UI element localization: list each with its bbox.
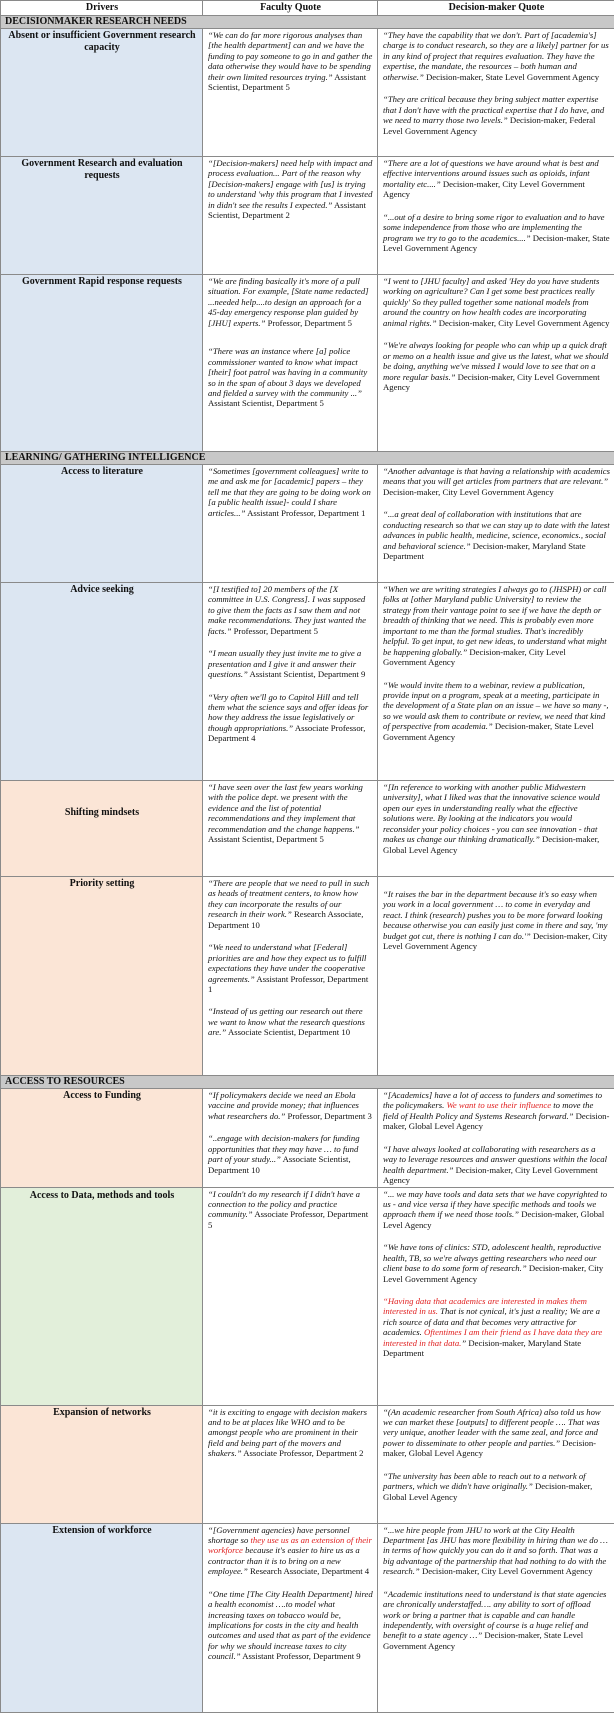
quote-text: “It raises the bar in the department because it's so easy when you work in a local government … to come in everyday and react. I think (research) pushes you to be more forward looking because otherwise you can easily just come in there and say, 'my budget got cut, there is nothing I can do.'” <box>383 889 607 941</box>
quote-text: That is not cynical, it's just a reality; We are a rich source of data and that becomes very attractive for academics. <box>383 1306 600 1337</box>
quote-text-continued: because it's easier to hire us as a contractor than it is to bring on a new employee.” <box>208 1545 360 1576</box>
quote-attribution: Decision-maker, Maryland State Department <box>383 541 586 561</box>
decision-quote-cell <box>378 465 614 583</box>
quote-text: “We need to understand what [Federal] priorities are and how they expect us to fulfill expectations they have under the cooperative agreements.” <box>208 942 366 983</box>
quote <box>383 276 610 328</box>
quote <box>208 346 373 409</box>
quote <box>208 1090 373 1121</box>
quote <box>383 340 610 392</box>
quote-attribution: Decision-maker, State Level Government Agency <box>383 1630 583 1650</box>
quote-attribution: Professor, Department 5 <box>231 626 318 636</box>
quote <box>383 1242 610 1284</box>
table-row <box>1 275 614 452</box>
quote-attribution: Decision-maker, Global Level Agency <box>383 1481 592 1501</box>
quote <box>383 680 610 743</box>
table-row <box>1 157 614 275</box>
driver-cell: Access to literature <box>1 465 203 583</box>
table-row <box>1 781 614 877</box>
section-row <box>1 16 614 29</box>
quote <box>208 782 373 845</box>
header-decision-maker-quote: Decision-maker Quote <box>378 1 614 16</box>
quote-text: “[I testified to] 20 members of the [X committee in U.S. Congress]. I was supposed to give them the facts as I saw them and not make recommendations. They just wanted the facts.” <box>208 584 366 636</box>
quote-attribution: Associate Scientist, Department 10 <box>226 1027 350 1037</box>
driver-cell: Advice seeking <box>1 583 203 781</box>
decision-quote-cell <box>378 1089 614 1188</box>
driver-cell: Extension of workforce <box>1 1523 203 1712</box>
decision-quote-cell <box>378 1523 614 1712</box>
header-row <box>1 1 614 16</box>
faculty-quote-cell <box>203 1523 378 1712</box>
decision-quote-cell <box>378 275 614 452</box>
quote-attribution: Decision-maker, City Level Government Agency <box>420 1566 593 1576</box>
quote <box>208 584 373 636</box>
quote-attribution: Assistant Scientist, Department 5 <box>208 398 324 408</box>
quote-text: “I couldn't do my research if I didn't have a connection to the policy and practice community.” <box>208 1189 360 1220</box>
faculty-quote-cell <box>203 1187 378 1405</box>
quote-attribution: Assistant Scientist, Department 5 <box>208 834 324 844</box>
quote-attribution: Professor, Department 5 <box>265 318 352 328</box>
quote-text: “[Decision-makers] need help with impact and process evaluation... Part of the reason why [Decision-makers] engage with [us] is trying to understand 'why this program that I invested in didn't see the results I expected.” <box>208 158 372 210</box>
quote-text: “[Government agencies) have personnel shortage so <box>208 1525 350 1545</box>
decision-quote-cell <box>378 1405 614 1523</box>
quote-text: “We can do far more rigorous analyses than [the health department] can and we have the funding to pay someone to go in and gather the data otherwise they would have to be spending their own limited resources trying.” <box>208 30 372 82</box>
quote-attribution: Decision-maker, State Level Government Agency <box>383 233 610 253</box>
quote <box>208 158 373 221</box>
driver-cell: Shifting mindsets <box>1 781 203 877</box>
quote-attribution: Assistant Scientist, Department 9 <box>248 669 366 679</box>
quote-attribution: Assistant Professor, Department 1 <box>208 974 368 994</box>
driver-cell: Access to Funding <box>1 1089 203 1188</box>
faculty-quote-cell <box>203 583 378 781</box>
driver-cell: Priority setting <box>1 877 203 1076</box>
quote-text: “There are a lot of questions we have around what is best and effective interventions around issues such as opioids, infant mortality etc....” <box>383 158 599 189</box>
quote <box>208 942 373 994</box>
quote-attribution: Associate Professor, Department 4 <box>208 723 365 743</box>
quote <box>383 889 610 952</box>
highlighted-quote-text: they use us as an extension of their workforce <box>208 1535 372 1555</box>
quote-text-continued: ” <box>461 1338 466 1348</box>
quote-attribution: Decision-maker, City Level Government Agency <box>437 318 610 328</box>
quote-attribution: Associate Scientist, Department 10 <box>208 1154 351 1174</box>
quote-attribution: Professor, Department 3 <box>285 1111 372 1121</box>
quote-attribution: Decision-maker, Global Level Agency <box>383 1438 596 1458</box>
section-row <box>1 452 614 465</box>
quote-text: “We are finding basically it's more of a pull situation. For example, [State name redacted] ...needed help....to design an approach for a 45-day emergency response plan guided by [JHU] experts.” <box>208 276 369 328</box>
driver-cell: Expansion of networks <box>1 1405 203 1523</box>
quote <box>208 1589 373 1662</box>
quote <box>383 1589 610 1652</box>
quote-attribution: Assistant Professor, Department 1 <box>245 508 365 518</box>
quote-text: “... we may have tools and data sets that we have copyrighted to us - and vice versa if they have specific methods and tools we approach them if we need those tools.” <box>383 1189 607 1220</box>
quote-attribution: Decision-maker, Global Level Agency <box>383 1111 609 1131</box>
header-faculty-quote: Faculty Quote <box>203 1 378 16</box>
quote <box>383 1471 610 1502</box>
quote <box>383 1189 610 1231</box>
header-drivers: Drivers <box>1 1 203 16</box>
faculty-quote-cell <box>203 781 378 877</box>
quote <box>383 1525 610 1577</box>
quote <box>383 1407 610 1459</box>
quote-attribution: Decision-maker, City Level Government Agency <box>383 647 566 667</box>
quote-text: “Instead of us getting our research out there we want to know what the research questions are.” <box>208 1006 365 1037</box>
decision-quote-cell <box>378 583 614 781</box>
quote-text: “They are critical because they bring subject matter expertise that I don't have with the practical expertise that I do have, and we need to marry those two levels.” <box>383 94 604 125</box>
quote-attribution: Decision-maker, City Level Government Agency <box>383 372 600 392</box>
faculty-quote-cell <box>203 29 378 157</box>
quote-attribution: Decision-maker, Federal Level Government Agency <box>383 115 595 135</box>
table-row <box>1 1187 614 1405</box>
decision-quote-cell <box>378 877 614 1076</box>
quote <box>383 1144 610 1186</box>
quote-text: “I went to [JHU faculty] and asked 'Hey do you have students working on agriculture? Can I get some best practices really quickly' So they pulled together some national models from around the country on how health codes are incorporating animal rights.” <box>383 276 599 328</box>
quote-text: “We have tons of clinics: STD, adolescent health, reproductive health, TB, so we're always getting researchers who need our client base to do some form of research.” <box>383 1242 601 1273</box>
quote <box>208 1133 373 1175</box>
section-row <box>1 1076 614 1089</box>
table-row <box>1 1405 614 1523</box>
quote-attribution: Research Associate, Department 10 <box>208 909 363 929</box>
quote-attribution: Associate Professor, Department 2 <box>242 1448 364 1458</box>
table-row <box>1 1089 614 1188</box>
section-title: ACCESS TO RESOURCES <box>1 1076 614 1089</box>
quote <box>208 648 373 679</box>
quote <box>208 1525 373 1577</box>
quote <box>208 692 373 744</box>
highlighted-quote-text: “Having data that academics are interested in makes them interested in us. <box>383 1296 587 1316</box>
quote-text: “I mean usually they just invite me to give a presentation and I give it and answer their questions.” <box>208 648 361 679</box>
faculty-quote-cell <box>203 1089 378 1188</box>
quote-text: “If policymakers decide we need an Ebola vaccine and provide money; that influences what researchers do.” <box>208 1090 359 1121</box>
table-row <box>1 465 614 583</box>
quote <box>383 30 610 82</box>
quote <box>383 584 610 668</box>
driver-cell: Access to Data, methods and tools <box>1 1187 203 1405</box>
quote-attribution: Decision-maker, City Level Government Agency <box>383 931 607 951</box>
driver-cell: Absent or insufficient Government research capacity <box>1 29 203 157</box>
quote-attribution: Decision-maker, City Level Government Agency <box>383 179 585 199</box>
quote-text: “[Academics] have a lot of access to funders and sometimes to the policymakers. <box>383 1090 602 1110</box>
highlighted-quote-text: Oftentimes I am their friend as I have data they are interested in that data. <box>383 1327 602 1347</box>
quote-text: “(An academic researcher from South Africa) also told us how we can market these [outputs] to different people …. That was very unique, another leader with the same zeal, and force and power to disseminate to other people and parties.” <box>383 1407 601 1448</box>
quote-attribution: Assistant Scientist, Department 5 <box>208 72 366 92</box>
quote-text: “One time [The City Health Department] hired a health economist ….to model what increasing taxes on tobacco would be, implications for costs in the city and health outcomes and used that as part of the evidence for why we should increase taxes to city council.” <box>208 1589 373 1662</box>
quote-attribution: Decision-maker, Global Level Agency <box>383 1209 604 1229</box>
driver-cell: Government Research and evaluation requests <box>1 157 203 275</box>
quote <box>208 1407 373 1459</box>
quote <box>383 1296 610 1359</box>
section-title: DECISIONMAKER RESEARCH NEEDS <box>1 16 614 29</box>
table-row <box>1 877 614 1076</box>
faculty-quote-cell <box>203 465 378 583</box>
decision-quote-cell <box>378 781 614 877</box>
decision-quote-cell <box>378 157 614 275</box>
section-title: LEARNING/ GATHERING INTELLIGENCE <box>1 452 614 465</box>
quote <box>208 276 373 328</box>
quote-text: “There are people that we need to pull in such as heads of treatment centers, to know how they can incorporate the results of our research in their work.” <box>208 878 369 919</box>
quote-text: “There was an instance where [a] police commissioner wanted to know what impact [their] foot patrol was having in a community so in the span of about 3 days we developed and fielded a survey with the community ...” <box>208 346 367 398</box>
quote-attribution: Decision-maker, City Level Government Agency <box>383 1263 603 1283</box>
quote-text: “When we are writing strategies I always go to (JHSPH) or call folks at [other Maryland public University] to review the strategy from their vantage point to see if we have the depth or breadth of thinking that we need. This is probably even more important to me than the formal studies. That's incredibly helpful. To get input, to get new ideas, to understand what might be happening globally.” <box>383 584 607 657</box>
highlighted-quote-text: We want to use their influence <box>446 1100 551 1110</box>
driver-cell: Government Rapid response requests <box>1 275 203 452</box>
quote-text: “I have always looked at collaborating with researchers as a way to leverage resources and answer questions within the local health department.” <box>383 1144 607 1175</box>
faculty-quote-cell <box>203 275 378 452</box>
faculty-quote-cell <box>203 1405 378 1523</box>
quote-text: “We would invite them to a webinar, review a publication, provide input on a program, speak at a meeting, participate in the development of a State plan on an issue – we have so many -, so we would ask them to contribute or review, we need that kind of perspective from academia.” <box>383 680 609 732</box>
quote-text: “...out of a desire to bring some rigor to evaluation and to have some independence from those who are implementing the program we try to go to the academics....” <box>383 212 604 243</box>
quote <box>383 94 610 136</box>
quote-attribution: Assistant Professor, Department 9 <box>241 1651 361 1661</box>
quote-text: “...we hire people from JHU to work at the City Health Department [as JHU has more flexibility in hiring than we do …in terms of how quickly you can do it and so forth. That was a big advantage of the partnership that had nothing to do with the research.” <box>383 1525 608 1577</box>
quote-text: “They have the capability that we don't. Part of [academia's] charge is to conduct research, so they are a likely] partner for us in any kind of project that requires evaluation. They have the expertise, the mandate, the resources – both human and otherwise.” <box>383 30 609 82</box>
quote-text: “...a great deal of collaboration with institutions that are conducting research so that we can stay up to date with the latest advances in public health, medicine, science, economics., social and behavioral science.” <box>383 509 610 550</box>
quote-text-continued: to move the field of Health Policy and Systems Research forward.” <box>383 1100 593 1120</box>
quote <box>208 878 373 930</box>
quote-text: “The university has been able to reach out to a network of partners, which we didn't have originally.” <box>383 1471 586 1491</box>
quote-text: “..engage with decision-makers for funding opportunities that they may have … to fund part of your study...” <box>208 1133 360 1164</box>
table-row <box>1 1523 614 1712</box>
quote <box>383 782 610 855</box>
quote-text: “Very often we'll go to Capitol Hill and tell them what the science says and offer ideas for how they address the issue legislatively or though appropriations.” <box>208 692 368 733</box>
faculty-quote-cell <box>203 877 378 1076</box>
decision-quote-cell <box>378 1187 614 1405</box>
quote-text: “Sometimes [government colleagues] write to me and ask me for [academic] papers – they tell me that they are going to be doing work on [a public health issue]- could I share articles...” <box>208 466 371 518</box>
quote-attribution: Decision-maker, Maryland State Department <box>383 1338 581 1358</box>
quote-text: “[In reference to working with another public Midwestern university], what I liked was that the innovative science would open our eyes in understanding really what the effective solutions were. By looking at the indicators you would reconsider your policy choices - you can see innovation - that makes us change our thinking dramatically.” <box>383 782 600 844</box>
quote-attribution: Research Associate, Department 4 <box>248 1566 369 1576</box>
quote-attribution: Decision-maker, City Level Government Agency <box>383 487 554 497</box>
quote <box>383 509 610 561</box>
quote <box>383 466 610 497</box>
quote-attribution: Decision-maker, State Level Government Agency <box>424 72 599 82</box>
table-row <box>1 29 614 157</box>
quote-attribution: Assistant Scientist, Department 2 <box>208 200 366 220</box>
faculty-quote-cell <box>203 157 378 275</box>
quote-text: “We're always looking for people who can whip up a quick draft or memo on a health issue and give us the latest, what we should be doing, anything we've missed I would love to see that on a more regular basis.” <box>383 340 608 381</box>
quote <box>208 1189 373 1231</box>
decision-quote-cell <box>378 29 614 157</box>
quote-text: “it is exciting to engage with decision makers and to be at places like WHO and to be amongst people who are prominent in their field and being part of the movers and shakers.” <box>208 1407 367 1459</box>
quote-attribution: Decision-maker, State Level Government Agency <box>383 721 594 741</box>
quote-text: “Another advantage is that having a relationship with academics means that you will get articles from partners that are relevant.” <box>383 466 610 486</box>
quote <box>383 1090 610 1132</box>
quote-text: “I have seen over the last few years working with the police dept. we present with the evidence and the list of potential recommendations and they implement that recommendation and the change happens.” <box>208 782 363 834</box>
quote <box>383 212 610 254</box>
quote <box>208 466 373 518</box>
table-row <box>1 583 614 781</box>
quote-attribution: Decision-maker, City Level Government Agency <box>383 1165 598 1185</box>
quote-attribution: Associate Professor, Department 5 <box>208 1209 368 1229</box>
quote <box>383 158 610 200</box>
quote <box>208 1006 373 1037</box>
quote-text: “Academic institutions need to understand is that state agencies are chronically understaffed…. any ability to sort of offload work or bring a partner that is capable and can handle independently, with oversight of course is a huge relief and benefit to a state agency …” <box>383 1589 606 1641</box>
quote-attribution: Decision-maker, Global Level Agency <box>383 834 599 854</box>
quote <box>208 30 373 93</box>
